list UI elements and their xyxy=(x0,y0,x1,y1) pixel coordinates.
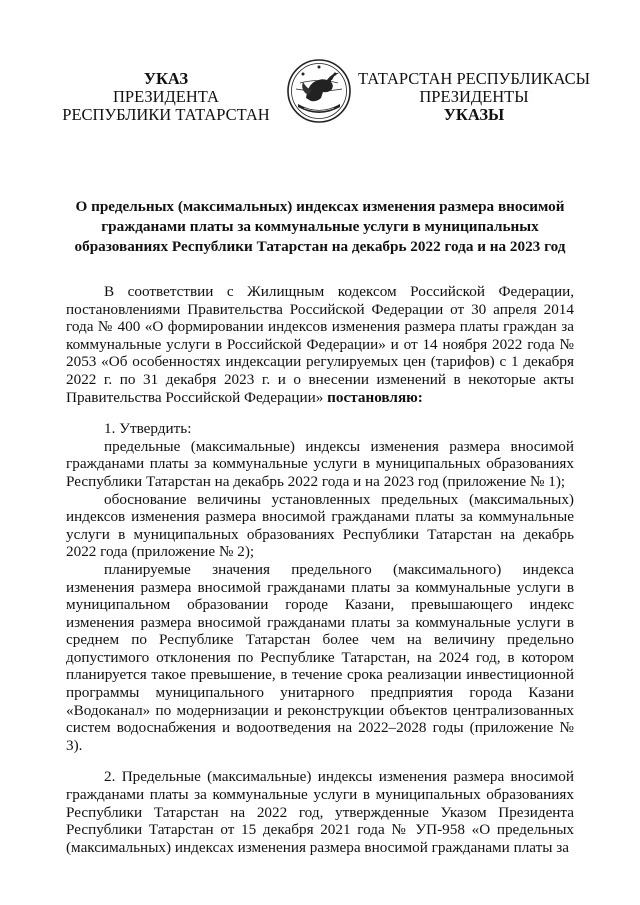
header-right-line-2: ПРЕЗИДЕНТЫ xyxy=(419,87,529,106)
preamble-bold-word: постановляю xyxy=(327,388,418,406)
header-left-line-1: УКАЗ xyxy=(143,69,189,88)
title-line-3: образованиях Республики Татарстан на декабрь 2022 года и на 2023 год xyxy=(74,238,566,255)
header-left-block xyxy=(48,70,284,124)
document-body xyxy=(66,283,574,856)
header-right-block xyxy=(356,70,592,124)
item1-sub2: обоснование величины установленных предельных (максимальных) индексов изменения размера вносимой гражданами платы за коммунальные услуги в муниципальных образованиях Республики Татарстан на декабрь 2022 года (приложение № 2); xyxy=(66,490,574,561)
document-title xyxy=(66,197,574,257)
title-line-2: гражданами платы за коммунальные услуги в муниципальных xyxy=(101,218,539,235)
preamble-paragraph xyxy=(66,283,574,406)
header-right-line-1: ТАТАРСТАН РЕСПУБЛИКАСЫ xyxy=(357,69,590,88)
preamble-colon: : xyxy=(417,388,423,406)
header-left-line-2: ПРЕЗИДЕНТА xyxy=(113,87,219,106)
header-left-line-3: РЕСПУБЛИКИ ТАТАРСТАН xyxy=(62,105,270,124)
item1-sub3: планируемые значения предельного (максимального) индекса изменения размера вносимой гражданами платы за коммунальные услуги в муниципальном образовании городе Казани, превышающего индекс изменения размера вносимой гражданами платы за коммунальные услуги в среднем по Республике Татарстан более чем на величину предельно допустимого отклонения по Республике Татарстан, на 2024 год, в котором планируется такое превышение, в течение срока реализации инвестиционной программы муниципального унитарного предприятия города Казани «Водоканал» по модернизации и реконструкции объектов централизованных систем водоснабжения и водоотведения на 2022–2028 годы (приложение № 3). xyxy=(66,560,574,754)
preamble-text: В соответствии с Жилищным кодексом Российской Федерации, постановлениями Правительства Российской Федерации от 30 апреля 2014 года № 400 «О формировании индексов изменения размера платы граждан за коммунальные услуги в Российской Федерации» и от 14 ноября 2022 года № 2053 «Об особенностях индексации регулируемых цен (тарифов) с 1 декабря 2022 г. по 31 декабря 2023 г. и о внесении изменений в некоторые акты Правительства Российской Федерации» xyxy=(66,283,574,406)
header-right-line-3: УКАЗЫ xyxy=(443,105,505,124)
item1-sub1: предельные (максимальные) индексы изменения размера вносимой гражданами платы за коммунальные услуги в муниципальных образованиях Республики Татарстан на декабрь 2022 года и на 2023 год (приложение № 1); xyxy=(66,437,574,490)
title-line-1: О предельных (максимальных) индексах изменения размера вносимой xyxy=(75,198,565,215)
item2-paragraph: 2. Предельные (максимальные) индексы изменения размера вносимой гражданами платы за коммунальные услуги в муниципальных образованиях Республики Татарстан на 2022 год, утвержденные Указом Президента Республики Татарстан от 15 декабря 2021 года № УП-958 «О предельных (максимальных) индексах изменения размера вносимой гражданами платы за xyxy=(66,768,574,856)
item1-heading: 1. Утвердить: xyxy=(104,420,192,438)
coat-of-arms-tatarstan-icon xyxy=(286,58,352,124)
